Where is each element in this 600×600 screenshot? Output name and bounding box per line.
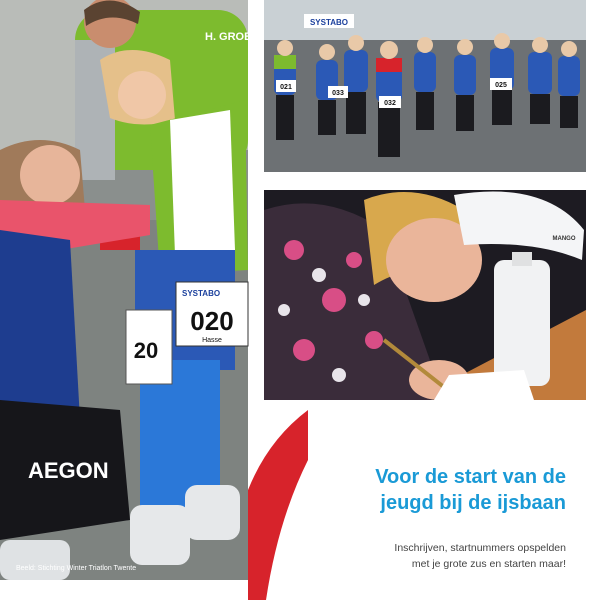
race-bib-4: 025 <box>495 82 507 89</box>
photo-registration-illustration <box>264 190 586 400</box>
bib-sponsor: SYSTABO <box>182 289 221 298</box>
heading-line-2: jeugd bij de ijsbaan <box>380 492 566 514</box>
vest-text-back: H. GROEN <box>205 31 260 43</box>
helmet-text: MANGO <box>552 236 576 242</box>
photo-credit: Beeld: Stichting Winter Triatlon Twente <box>16 565 137 572</box>
race-banner: SYSTABO <box>309 18 349 27</box>
intro-line-2: met je grote zus en starten maar! <box>411 558 566 570</box>
intro-line-1: Inschrijven, startnummers opspelden <box>394 542 566 554</box>
bib-number-small: 20 <box>133 338 159 363</box>
text-panel <box>264 400 586 600</box>
heading-line-1: Voor de start van de <box>375 466 566 488</box>
intro-text <box>326 540 566 572</box>
shirt-text: AEGON <box>28 458 109 483</box>
race-bib-1: 021 <box>280 84 292 91</box>
photo-youth-race-illustration <box>264 0 586 172</box>
photo-bib-pinning <box>0 0 260 580</box>
page-heading <box>286 464 566 516</box>
bib-name-girl: Hasse <box>202 337 222 344</box>
bib-number-girl: 020 <box>190 306 234 336</box>
race-bib-3: 032 <box>384 100 396 107</box>
photo-registration <box>264 190 586 400</box>
race-bib-2: 033 <box>332 90 344 97</box>
photo-youth-race <box>264 0 586 172</box>
photo-bib-pinning-illustration <box>0 0 260 580</box>
